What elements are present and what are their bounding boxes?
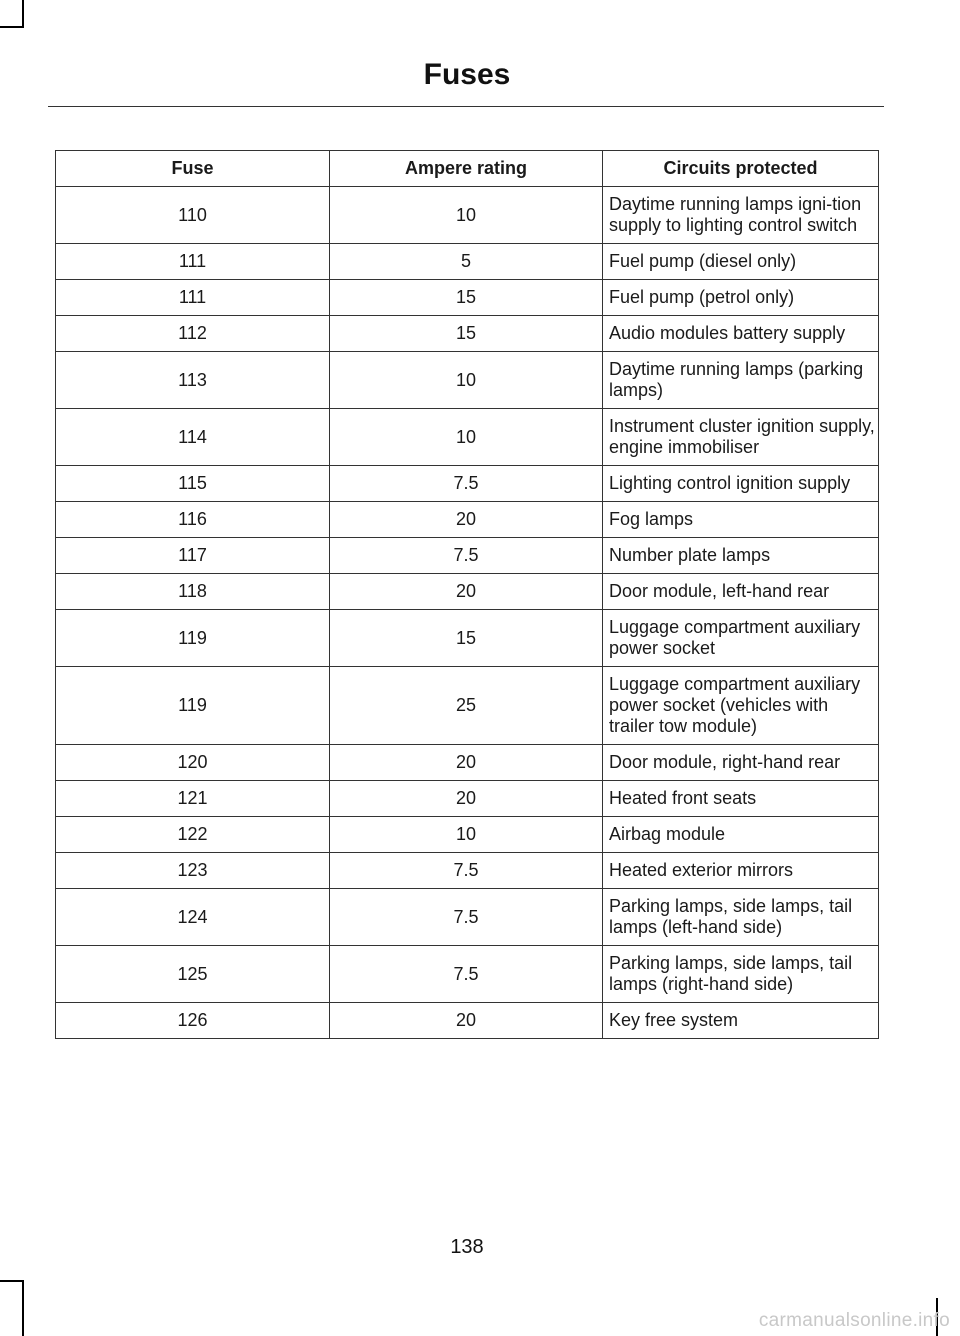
ampere-rating-cell: 7.5 — [330, 538, 603, 574]
fuse-number-cell: 124 — [56, 889, 330, 946]
table-row — [56, 574, 879, 610]
fuse-number-cell: 122 — [56, 817, 330, 853]
fuse-number-cell: 114 — [56, 409, 330, 466]
ampere-rating-cell: 20 — [330, 745, 603, 781]
table-row — [56, 280, 879, 316]
fuse-number-cell: 118 — [56, 574, 330, 610]
watermark: carmanualsonline.info — [758, 1310, 950, 1331]
fuse-number-cell: 119 — [56, 667, 330, 745]
table-row — [56, 466, 879, 502]
ampere-rating-cell: 5 — [330, 244, 603, 280]
fuse-number-cell: 119 — [56, 610, 330, 667]
table-row — [56, 1003, 879, 1039]
ampere-rating-cell: 15 — [330, 316, 603, 352]
table-row — [56, 538, 879, 574]
ampere-rating-cell: 20 — [330, 1003, 603, 1039]
ampere-rating-cell: 15 — [330, 610, 603, 667]
header-circuits-protected: Circuits protected — [603, 151, 879, 187]
circuits-protected-cell: Airbag module — [603, 817, 879, 853]
table-row — [56, 889, 879, 946]
ampere-rating-cell: 20 — [330, 502, 603, 538]
table-row — [56, 667, 879, 745]
circuits-protected-cell: Door module, right-hand rear — [603, 745, 879, 781]
crop-mark-top-left-v — [22, 0, 24, 28]
table-row — [56, 610, 879, 667]
header-ampere-rating: Ampere rating — [330, 151, 603, 187]
table-row — [56, 781, 879, 817]
circuits-protected-cell: Door module, left-hand rear — [603, 574, 879, 610]
fuse-number-cell: 125 — [56, 946, 330, 1003]
circuits-protected-cell: Number plate lamps — [603, 538, 879, 574]
circuits-protected-cell: Fuel pump (petrol only) — [603, 280, 879, 316]
circuits-protected-cell: Heated front seats — [603, 781, 879, 817]
fuse-number-cell: 121 — [56, 781, 330, 817]
ampere-rating-cell: 7.5 — [330, 946, 603, 1003]
ampere-rating-cell: 10 — [330, 352, 603, 409]
ampere-rating-cell: 10 — [330, 409, 603, 466]
header-fuse: Fuse — [56, 151, 330, 187]
fuse-number-cell: 110 — [56, 187, 330, 244]
fuse-table-body — [56, 187, 879, 1039]
crop-mark-bottom-left-v — [22, 1280, 24, 1336]
circuits-protected-cell: Lighting control ignition supply — [603, 466, 879, 502]
ampere-rating-cell: 7.5 — [330, 889, 603, 946]
table-row — [56, 316, 879, 352]
table-row — [56, 409, 879, 466]
circuits-protected-cell: Fog lamps — [603, 502, 879, 538]
table-row — [56, 745, 879, 781]
page-title: Fuses — [423, 58, 511, 91]
ampere-rating-cell: 10 — [330, 187, 603, 244]
circuits-protected-cell: Daytime running lamps (parking lamps) — [603, 352, 879, 409]
page-number: 138 — [450, 1236, 484, 1258]
fuse-table — [55, 150, 879, 1039]
fuse-number-cell: 117 — [56, 538, 330, 574]
table-row — [56, 946, 879, 1003]
fuse-number-cell: 116 — [56, 502, 330, 538]
ampere-rating-cell: 7.5 — [330, 853, 603, 889]
circuits-protected-cell: Luggage compartment auxiliary power socket — [603, 610, 879, 667]
circuits-protected-cell: Instrument cluster ignition supply, engine immobiliser — [603, 409, 879, 466]
circuits-protected-cell: Key free system — [603, 1003, 879, 1039]
ampere-rating-cell: 20 — [330, 781, 603, 817]
fuse-number-cell: 120 — [56, 745, 330, 781]
table-row — [56, 817, 879, 853]
crop-mark-bottom-left-h — [0, 1280, 24, 1282]
title-divider — [48, 106, 884, 107]
fuse-number-cell: 112 — [56, 316, 330, 352]
table-header-row — [56, 151, 879, 187]
fuse-number-cell: 123 — [56, 853, 330, 889]
ampere-rating-cell: 15 — [330, 280, 603, 316]
fuse-number-cell: 111 — [56, 280, 330, 316]
table-row — [56, 502, 879, 538]
fuse-number-cell: 126 — [56, 1003, 330, 1039]
circuits-protected-cell: Fuel pump (diesel only) — [603, 244, 879, 280]
table-row — [56, 244, 879, 280]
ampere-rating-cell: 10 — [330, 817, 603, 853]
circuits-protected-cell: Daytime running lamps igni-tion supply to lighting control switch — [603, 187, 879, 244]
circuits-protected-cell: Parking lamps, side lamps, tail lamps (left-hand side) — [603, 889, 879, 946]
crop-mark-top-left-h — [0, 26, 24, 28]
circuits-protected-cell: Luggage compartment auxiliary power socket (vehicles with trailer tow module) — [603, 667, 879, 745]
circuits-protected-cell: Heated exterior mirrors — [603, 853, 879, 889]
table-row — [56, 187, 879, 244]
fuse-number-cell: 113 — [56, 352, 330, 409]
fuse-number-cell: 111 — [56, 244, 330, 280]
table-row — [56, 853, 879, 889]
ampere-rating-cell: 25 — [330, 667, 603, 745]
fuse-number-cell: 115 — [56, 466, 330, 502]
circuits-protected-cell: Parking lamps, side lamps, tail lamps (right-hand side) — [603, 946, 879, 1003]
ampere-rating-cell: 7.5 — [330, 466, 603, 502]
circuits-protected-cell: Audio modules battery supply — [603, 316, 879, 352]
ampere-rating-cell: 20 — [330, 574, 603, 610]
table-row — [56, 352, 879, 409]
